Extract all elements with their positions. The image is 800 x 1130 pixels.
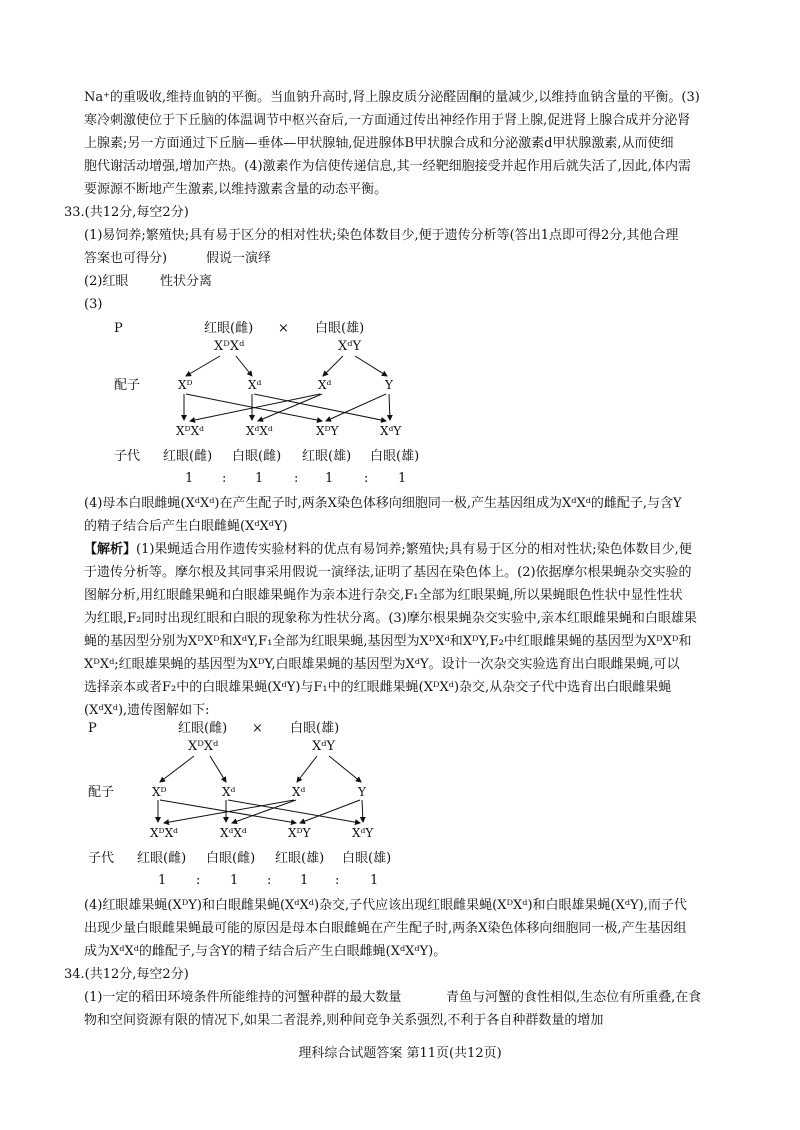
intro-line-3: 上腺素;另一方面通过下丘脑—垂体—甲状腺轴,促进腺体B甲状腺合成和分泌激素d甲状腺激素,从而使细 (84, 136, 674, 151)
intro-line-4: 胞代谢活动增强,增加产热。(4)激素作为信使传递信息,其一经靶细胞接受并起作用后就失活了,因此,体内需 (84, 159, 691, 174)
analysis-line-5: 蝇的基因型分别为XᴰXᴰ和XᵈY,F₁全部为红眼果蝇,基因型为XᴰXᵈ和XᴰY,F₂中红眼雌果蝇的基因型为XᴰXᴰ和 (84, 634, 692, 649)
d1-phenotype-3: 红眼(雄) (302, 449, 352, 464)
d1-ratio-1: 1 (185, 471, 194, 486)
analysis-line-2: 于遗传分析等。摩尔根及其同事采用假说一演绎法,证明了基因在染色体上。(2)依据摩尔根果蝇杂交实验的 (84, 565, 692, 580)
d1-ratio-colon-2: : (294, 471, 299, 486)
d2-gamete-3: Xᵈ (292, 785, 306, 799)
q33-answer-2b: 性状分离 (160, 274, 213, 289)
d1-male-genotype: XᵈY (338, 339, 362, 354)
analysis-line-6: XᴰXᵈ;红眼雄果蝇的基因型为XᴰY,白眼雄果蝇的基因型为XᵈY。设计一次杂交实验选育出白眼雌果蝇,可以 (84, 657, 680, 672)
d1-offspring-1: XᴰXᵈ (176, 424, 204, 438)
q33-answer-1c: 假说一演绎 (206, 251, 272, 266)
d2-ratio-colon-3: : (335, 873, 340, 888)
q33-answer-3: (3) (84, 297, 103, 312)
d1-gamete-2: Xᵈ (248, 378, 262, 392)
d2-phenotype-2: 白眼(雌) (206, 851, 256, 866)
d2-gamete-1: Xᴰ (152, 785, 167, 799)
d2-cross-symbol: × (252, 721, 263, 736)
q33-answer-4b: 的精子结合后产生白眼雌蝇(XᵈXᵈY) (84, 519, 288, 534)
d1-offspring-label: 子代 (114, 449, 141, 464)
d1-ratio-3: 1 (325, 471, 334, 486)
d2-ratio-colon-1: : (196, 873, 201, 888)
q34-answer-1c: 物和空间资源有限的情况下,如果二者混养,则种间竞争关系强烈,不利于各自种群数量的增加 (84, 1013, 604, 1028)
d2-offspring-2: XᵈXᵈ (220, 826, 247, 840)
d1-offspring-3: XᴰY (316, 424, 339, 438)
q33-answer-2a: (2)红眼 (84, 274, 129, 289)
d2-offspring-4: XᵈY (352, 826, 374, 840)
analysis-line-8: (XᵈXᵈ),遗传图解如下: (84, 703, 210, 718)
d1-ratio-colon-1: : (222, 471, 227, 486)
d1-gamete-4: Y (385, 378, 393, 392)
d2-phenotype-3: 红眼(雄) (275, 851, 325, 866)
page-footer: 理科综合试题答案 第11页(共12页) (298, 1046, 502, 1061)
tail-line-2: 出现少量白眼雌果蝇最可能的原因是母本白眼雌蝇在产生配子时,两条X染色体移向细胞同一极,产生基因组 (84, 921, 687, 936)
d2-ratio-2: 1 (230, 873, 239, 888)
d2-phenotype-1: 红眼(雌) (137, 851, 187, 866)
d1-gamete-3: Xᵈ (318, 378, 332, 392)
intro-line-5: 要源源不断地产生激素,以维持激素含量的动态平衡。 (84, 182, 388, 197)
d2-offspring-label: 子代 (88, 851, 115, 866)
d1-ratio-colon-3: : (364, 471, 369, 486)
q34-answer-1a: (1)一定的稻田环境条件所能维持的河蟹种群的最大数量 (84, 990, 402, 1005)
analysis-line-1-text: (1)果蝇适合用作遗传实验材料的优点有易饲养;繁殖快;具有易于区分的相对性状;染色体数目少,便 (136, 542, 692, 557)
d1-phenotype-4: 白眼(雄) (370, 449, 420, 464)
tail-line-3: 成为XᵈXᵈ的雌配子,与含Y的精子结合后产生白眼雌蝇(XᵈXᵈY)。 (84, 944, 447, 959)
d1-male-phenotype: 白眼(雄) (315, 321, 365, 336)
intro-line-2: 寒冷刺激使位于下丘脑的体温调节中枢兴奋后,一方面通过传出神经作用于肾上腺,促进肾上腺合成并分泌肾 (84, 113, 691, 128)
q33-answer-4a: (4)母本白眼雌蝇(XᵈXᵈ)在产生配子时,两条X染色体移向细胞同一极,产生基因组成为XᵈXᵈ的雌配子,与含Y (84, 496, 682, 511)
d1-offspring-4: XᵈY (380, 424, 402, 438)
q34-answer-1b: 青鱼与河蟹的食性相似,生态位有所重叠,在食 (446, 990, 702, 1005)
analysis-line-3: 图解分析,用红眼雌果蝇和白眼雄果蝇作为亲本进行杂交,F₁全部为红眼果蝇,所以果蝇眼色性状中显性性状 (84, 588, 683, 603)
d2-female-phenotype: 红眼(雌) (178, 721, 228, 736)
q33-answer-1a: (1)易饲养;繁殖快;具有易于区分的相对性状;染色体数目少,便于遗传分析等(答出1点即可得2分,其他合理 (84, 228, 679, 243)
d1-ratio-4: 1 (398, 471, 407, 486)
analysis-line-4: 为红眼,F₂同时出现红眼和白眼的现象称为性状分离。(3)摩尔根果蝇杂交实验中,亲本红眼雌果蝇和白眼雄果 (84, 611, 697, 626)
intro-line-1: Na⁺的重吸收,维持血钠的平衡。当血钠升高时,肾上腺皮质分泌醛固酮的量减少,以维持血钠含量的平衡。(3) (84, 90, 700, 105)
d2-phenotype-4: 白眼(雄) (342, 851, 392, 866)
d2-ratio-3: 1 (300, 873, 309, 888)
d1-phenotype-1: 红眼(雌) (163, 449, 213, 464)
d2-ratio-4: 1 (370, 873, 379, 888)
d2-gamete-label: 配子 (88, 785, 115, 800)
d1-offspring-2: XᵈXᵈ (246, 424, 273, 438)
q34-heading: 34.(共12分,每空2分) (64, 967, 189, 982)
d1-cross-symbol: × (278, 321, 289, 336)
d1-p-label: P (114, 321, 123, 336)
tail-line-1: (4)红眼雄果蝇(XᴰY)和白眼雌果蝇(XᵈXᵈ)杂交,子代应该出现红眼雌果蝇(XᴰXᵈ)和白眼雄果蝇(XᵈY),而子代 (84, 898, 687, 913)
d2-male-genotype: XᵈY (312, 739, 336, 754)
q33-heading: 33.(共12分,每空2分) (64, 205, 189, 220)
d2-male-phenotype: 白眼(雄) (290, 721, 340, 736)
d1-female-genotype: XᴰXᵈ (214, 339, 245, 354)
d2-p-label: P (88, 721, 97, 736)
d2-female-genotype: XᴰXᵈ (188, 739, 219, 754)
d1-female-phenotype: 红眼(雌) (204, 321, 254, 336)
d1-phenotype-2: 白眼(雌) (232, 449, 282, 464)
d1-gamete-1: Xᴰ (178, 378, 193, 392)
d2-ratio-1: 1 (158, 873, 167, 888)
d2-gamete-2: Xᵈ (222, 785, 236, 799)
d2-offspring-1: XᴰXᵈ (150, 826, 178, 840)
d1-ratio-2: 1 (255, 471, 264, 486)
analysis-line-7: 选择亲本或者F₂中的白眼雄果蝇(XᵈY)与F₁中的红眼雌果蝇(XᴰXᵈ)杂交,从杂交子代中选育出白眼雌果蝇 (84, 680, 672, 695)
analysis-tag: 【解析】 (84, 542, 137, 557)
d2-offspring-3: XᴰY (288, 826, 311, 840)
d1-gamete-label: 配子 (114, 378, 141, 393)
d2-gamete-4: Y (358, 785, 366, 799)
q33-answer-1b: 答案也可得分) (84, 251, 168, 266)
d2-ratio-colon-2: : (267, 873, 272, 888)
